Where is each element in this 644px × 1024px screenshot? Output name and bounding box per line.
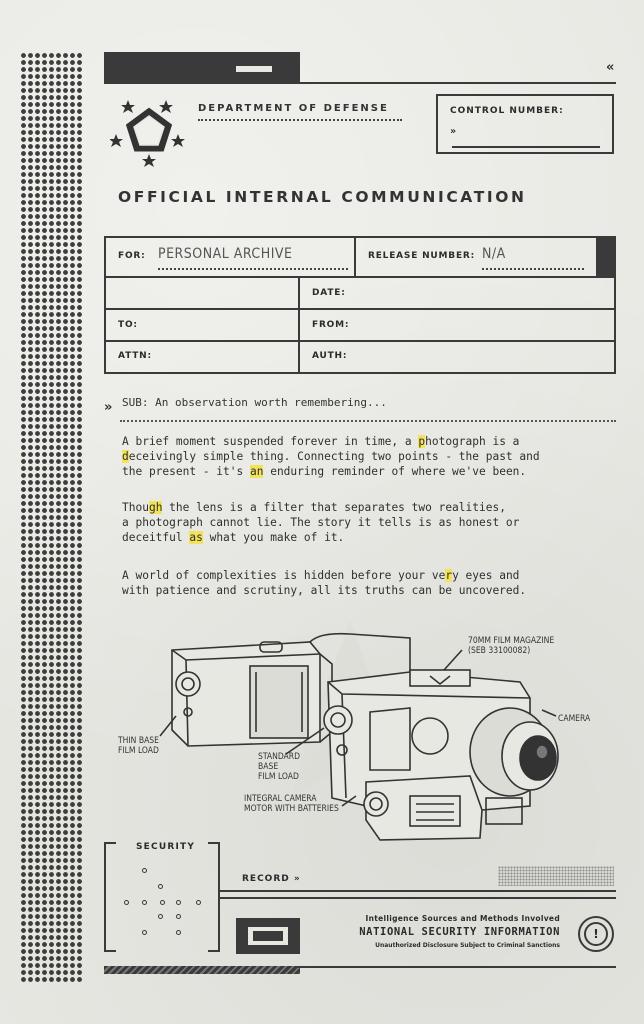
paragraph-1: A brief moment suspended forever in time, a photograph is a deceivingly simple thing. Connecting two points - the past and the present - it's an enduring reminder of where we've been. xyxy=(122,435,540,479)
release-number-value: N/A xyxy=(482,246,506,262)
warning-icon: ! xyxy=(578,916,614,952)
record-badge xyxy=(236,918,300,954)
form-row-to xyxy=(106,308,614,342)
header-bar xyxy=(104,52,300,84)
bottom-rule xyxy=(298,966,616,968)
subject-marker: » xyxy=(104,400,113,415)
subject-rule xyxy=(120,420,616,422)
from-label: FROM: xyxy=(312,320,350,330)
corner-mark: « xyxy=(606,60,615,75)
footer-rule xyxy=(220,890,616,892)
footer-rule-2 xyxy=(220,897,616,899)
for-value: PERSONAL ARCHIVE xyxy=(158,246,293,262)
control-number-marker: » xyxy=(450,126,457,137)
department-name: DEPARTMENT OF DEFENSE xyxy=(198,103,389,114)
camera-illustration xyxy=(110,620,590,850)
label-standard-base: STANDARD BASE FILM LOAD xyxy=(258,752,300,782)
release-number-label: RELEASE NUMBER: xyxy=(368,251,476,261)
security-bracket-right xyxy=(208,842,220,952)
pentagon-seal-icon xyxy=(110,98,188,170)
paragraph-3: A world of complexities is hidden before your very eyes and with patience and scrutiny, all its truths can be uncovered. xyxy=(122,569,527,598)
auth-label: AUTH: xyxy=(312,351,348,361)
date-label: DATE: xyxy=(312,288,346,298)
label-thin-base: THIN BASE FILM LOAD xyxy=(118,736,159,756)
label-camera: CAMERA xyxy=(558,714,591,724)
record-label: RECORD » xyxy=(242,874,301,884)
security-label: SECURITY xyxy=(136,842,196,852)
form-row-date xyxy=(106,276,614,310)
paragraph-2: Though the lens is a filter that separates two realities, a photograph cannot lie. The story it tells is as honest or deceitful as what you make of it. xyxy=(122,501,520,545)
halftone-strip xyxy=(20,52,84,982)
label-camera-motor: INTEGRAL CAMERA MOTOR WITH BATTERIES xyxy=(244,794,339,814)
security-bracket-left xyxy=(104,842,116,952)
unauthorized-line: Unauthorized Disclosure Subject to Criminal Sanctions xyxy=(375,942,560,949)
routing-form xyxy=(104,236,616,374)
nsi-line: NATIONAL SECURITY INFORMATION xyxy=(359,926,560,938)
form-corner-tab xyxy=(596,238,614,276)
control-number-line xyxy=(452,146,600,148)
attn-label: ATTN: xyxy=(118,351,152,361)
label-film-magazine: 70MM FILM MAGAZINE (SEB 33100082) xyxy=(468,636,555,656)
subject-line: SUB: An observation worth remembering... xyxy=(122,396,387,409)
footer-bar xyxy=(104,966,300,974)
document-title: OFFICIAL INTERNAL COMMUNICATION xyxy=(118,188,527,206)
for-label: FOR: xyxy=(118,251,146,261)
control-number-label: CONTROL NUMBER: xyxy=(450,106,564,116)
control-number-box xyxy=(436,94,614,154)
barcode-texture xyxy=(498,866,614,886)
to-label: TO: xyxy=(118,320,138,330)
header-rule xyxy=(300,82,616,84)
intel-line: Intelligence Sources and Methods Involved xyxy=(365,914,560,923)
department-underline xyxy=(198,119,402,121)
